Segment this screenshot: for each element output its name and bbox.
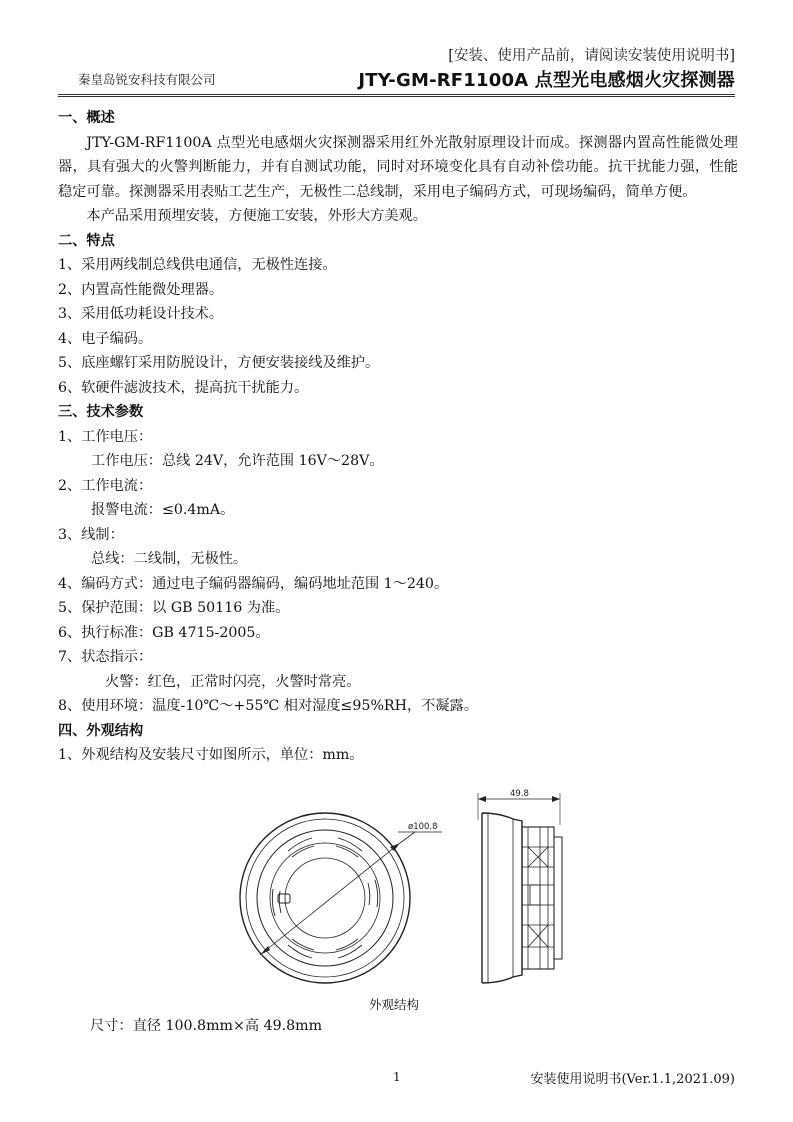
spec-current-value: 报警电流：≤0.4mA。 — [91, 502, 235, 518]
spec-voltage-value: 工作电压：总线 24V，允许范围 16V～28V。 — [91, 453, 384, 469]
spec-protection: 5、保护范围：以 GB 50116 为准。 — [58, 600, 290, 616]
feature-item: 2、内置高性能微处理器。 — [58, 281, 224, 298]
spec-coding: 4、编码方式：通过电子编码器编码，编码地址范围 1～240。 — [58, 575, 449, 592]
figure-caption: 外观结构 — [369, 997, 420, 1012]
document-title: JTY-GM-RF1100A 点型光电感烟火灾探测器 — [358, 70, 735, 91]
header-rule-2 — [58, 96, 735, 97]
company-name: 秦皇岛锐安科技有限公司 — [78, 72, 216, 87]
overview-paragraph-1: JTY-GM-RF1100A 点型光电感烟火灾探测器采用红外光散射原理设计而成。探测器内置高性能微处理器，具有强大的火警判断能力，并有自测试功能，同时对环境变化具有自动补偿功能。抗干扰能力强，性能稳定可靠。探测器采用表贴工艺生产，无极性二总线制，采用电子编码方式，可现场编码，简单方便。 — [58, 134, 738, 200]
spec-status-label: 7、状态指示： — [58, 649, 153, 665]
spec-standard: 6、执行标准：GB 4715-2005。 — [58, 624, 270, 641]
header-rule — [58, 94, 735, 95]
feature-item: 5、底座螺钉采用防脱设计，方便安装接线及维护。 — [58, 355, 380, 371]
dimensions-text: 尺寸：直径 100.8mm×高 49.8mm — [90, 1018, 323, 1034]
feature-item: 1、采用两线制总线供电通信，无极性连接。 — [58, 257, 337, 273]
spec-wiring-value: 总线：二线制，无极性。 — [91, 551, 248, 567]
front-view — [240, 813, 442, 983]
spec-current-label: 2、工作电流： — [58, 477, 153, 494]
appearance-item: 1、外观结构及安装尺寸如图所示，单位：mm。 — [58, 747, 364, 763]
spec-status-value: 火警：红色，正常时闪亮，火警时常亮。 — [105, 673, 361, 690]
overview-paragraph-2: 本产品采用预埋安装，方便施工安装，外形大方美观。 — [86, 208, 427, 224]
height-label: 49.8 — [510, 789, 529, 799]
diameter-label: ø100.8 — [408, 822, 438, 832]
heading-features: 二、特点 — [58, 232, 115, 249]
heading-specs: 三、技术参数 — [58, 404, 144, 420]
side-view — [478, 793, 562, 983]
footer-version: 安装使用说明书(Ver.1.1,2021.09) — [530, 1072, 735, 1087]
feature-item: 4、电子编码。 — [58, 330, 153, 347]
heading-appearance: 四、外观结构 — [58, 722, 144, 739]
spec-voltage-label: 1、工作电压： — [58, 428, 153, 445]
spec-wiring-label: 3、线制： — [58, 526, 124, 543]
feature-item: 6、软硬件滤波技术，提高抗干扰能力。 — [58, 379, 309, 396]
header-note: [安装、使用产品前，请阅读安装使用说明书] — [448, 48, 735, 64]
document-body — [58, 106, 738, 768]
heading-overview: 一、概述 — [58, 110, 115, 126]
feature-item: 3、采用低功耗设计技术。 — [58, 306, 224, 322]
page-number: 1 — [393, 1070, 401, 1084]
detector-drawing — [230, 785, 610, 1015]
spec-environment: 8、使用环境：温度-10℃～+55℃ 相对湿度≤95%RH，不凝露。 — [58, 698, 478, 714]
